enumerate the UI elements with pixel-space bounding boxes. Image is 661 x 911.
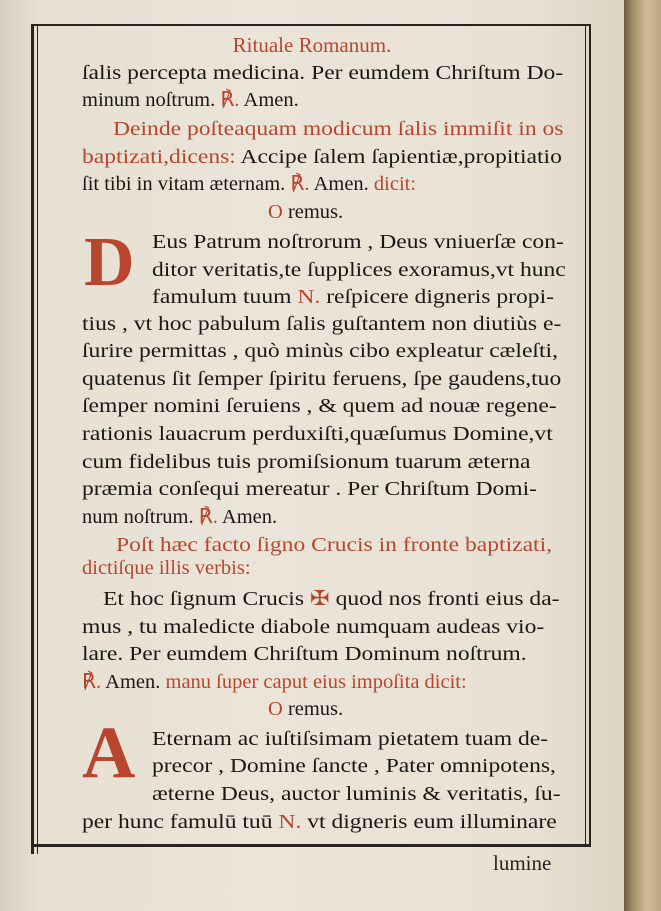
text-span: ſit tibi in vitam æternam.	[82, 173, 291, 195]
text-line	[82, 423, 553, 445]
rubric-span: dicit:	[373, 173, 417, 195]
text-span: lare. Per eumdem Chriſtum Dominum noſtrum.	[82, 643, 527, 665]
text-line	[82, 340, 558, 362]
text-span: remus.	[287, 698, 344, 720]
text-span: Amen.	[243, 89, 299, 111]
frame-left-rule	[31, 24, 34, 854]
text-line	[82, 146, 562, 168]
text-span: mus , tu maledicte diabole numquam audeas vio-	[82, 616, 545, 638]
rubric-span: Deinde poſteaquam modicum ſalis immiſit in os	[113, 118, 564, 140]
text-line	[103, 588, 560, 610]
text-line	[152, 728, 548, 750]
drop-cap-d: D	[84, 224, 135, 301]
frame-left-inner-rule	[37, 24, 38, 854]
text-span: tius , vt hoc pabulum ſalis guſtantem non diutiùs e-	[82, 313, 562, 335]
text-span: ditor veritatis,te ſupplices exoramus,vt hunc	[152, 259, 566, 281]
rubric-span: Poſt hæc facto ſigno Crucis in fronte baptizati,	[116, 534, 553, 556]
text-line	[152, 783, 561, 805]
rubric-span: N.	[297, 286, 327, 308]
text-line	[82, 368, 561, 390]
text-line	[82, 506, 277, 528]
text-span: vt digneris eum illuminare	[307, 811, 557, 833]
text-line	[113, 118, 563, 140]
text-span: quatenus ſit ſemper ſpiritu feruens, ſpe gaudens,tuo	[82, 368, 562, 390]
text-span: reſpicere digneris propi-	[326, 286, 554, 308]
frame-top-rule	[31, 24, 591, 26]
text-span: ſemper nomini ſeruiens , & quem ad nouæ regene-	[82, 395, 557, 417]
text-line	[82, 62, 563, 84]
text-span: famulum tuum	[152, 286, 298, 308]
text-span: rationis lauacrum perduxiſti,quæſumus Domine,vt	[82, 423, 553, 445]
text-span: num noſtrum.	[82, 506, 199, 528]
text-span: Amen.	[221, 506, 278, 528]
text-span: Et hoc ſignum Crucis	[103, 588, 310, 610]
text-line	[82, 557, 251, 579]
text-span: ſurire permittas , quò minùs cibo expleatur cæleſti,	[82, 340, 558, 362]
text-line	[268, 201, 343, 223]
text-span: præmia conſequi mereatur . Per Chriſtum Domi-	[82, 478, 538, 500]
text-line	[152, 259, 566, 281]
text-span: cum fidelibus tuis promiſsionum tuarum æterna	[82, 451, 531, 473]
text-span: æterne Deus, auctor luminis & veritatis, ſu-	[152, 783, 561, 805]
text-line	[82, 478, 537, 500]
text-span: Amen.	[105, 671, 166, 693]
rubric-span: baptizati,dicens:	[82, 146, 241, 168]
text-span: ſalis percepta medicina. Per eumdem Chriſtum Do-	[82, 62, 564, 84]
text-line	[82, 313, 561, 335]
rubric-span: N.	[278, 811, 308, 833]
text-line	[82, 643, 527, 665]
text-span: minum noſtrum.	[82, 89, 221, 111]
text-line	[82, 395, 557, 417]
frame-bottom-rule	[31, 844, 589, 847]
rubric-span: O	[268, 698, 288, 720]
rubric-span: ✠	[309, 588, 336, 610]
text-span: per hunc famulū tuū	[82, 811, 279, 833]
text-line	[82, 811, 557, 833]
text-line	[152, 231, 564, 253]
book-gutter	[624, 0, 661, 911]
rubric-span: ℟.	[82, 671, 106, 693]
text-line	[82, 616, 544, 638]
text-line	[82, 451, 531, 473]
text-line	[82, 671, 467, 693]
text-line	[152, 286, 554, 308]
rubric-span: ℟.	[220, 89, 244, 111]
text-line	[82, 89, 299, 111]
catchword: lumine	[493, 851, 552, 875]
text-span: precor , Domine ſancte , Pater omnipotens,	[152, 755, 556, 777]
running-header: Rituale Romanum.	[232, 33, 392, 57]
text-span: Accipe ſalem ſapientiæ,propitiatio	[240, 146, 562, 168]
rubric-span: manu ſuper caput eius impoſita dicit:	[165, 671, 467, 693]
frame-right-inner-rule	[585, 24, 586, 847]
rubric-span: ℟.	[198, 506, 222, 528]
text-span: Eternam ac iuſtiſsimam pietatem tuam de-	[152, 728, 549, 750]
drop-cap-a: A	[82, 712, 136, 794]
text-line	[268, 698, 343, 720]
rubric-span: O	[268, 201, 288, 223]
rubric-span: ℟.	[290, 173, 314, 195]
text-line	[152, 755, 556, 777]
text-span: remus.	[287, 201, 344, 223]
text-span: quod nos fronti eius da-	[335, 588, 560, 610]
text-span: Amen.	[313, 173, 374, 195]
text-line	[116, 534, 552, 556]
rubric-span: dictiſque illis verbis:	[82, 557, 251, 579]
frame-right-rule	[589, 24, 591, 847]
text-span: Eus Patrum noſtrorum , Deus vniuerſæ con-	[152, 231, 564, 253]
text-line	[82, 173, 416, 195]
